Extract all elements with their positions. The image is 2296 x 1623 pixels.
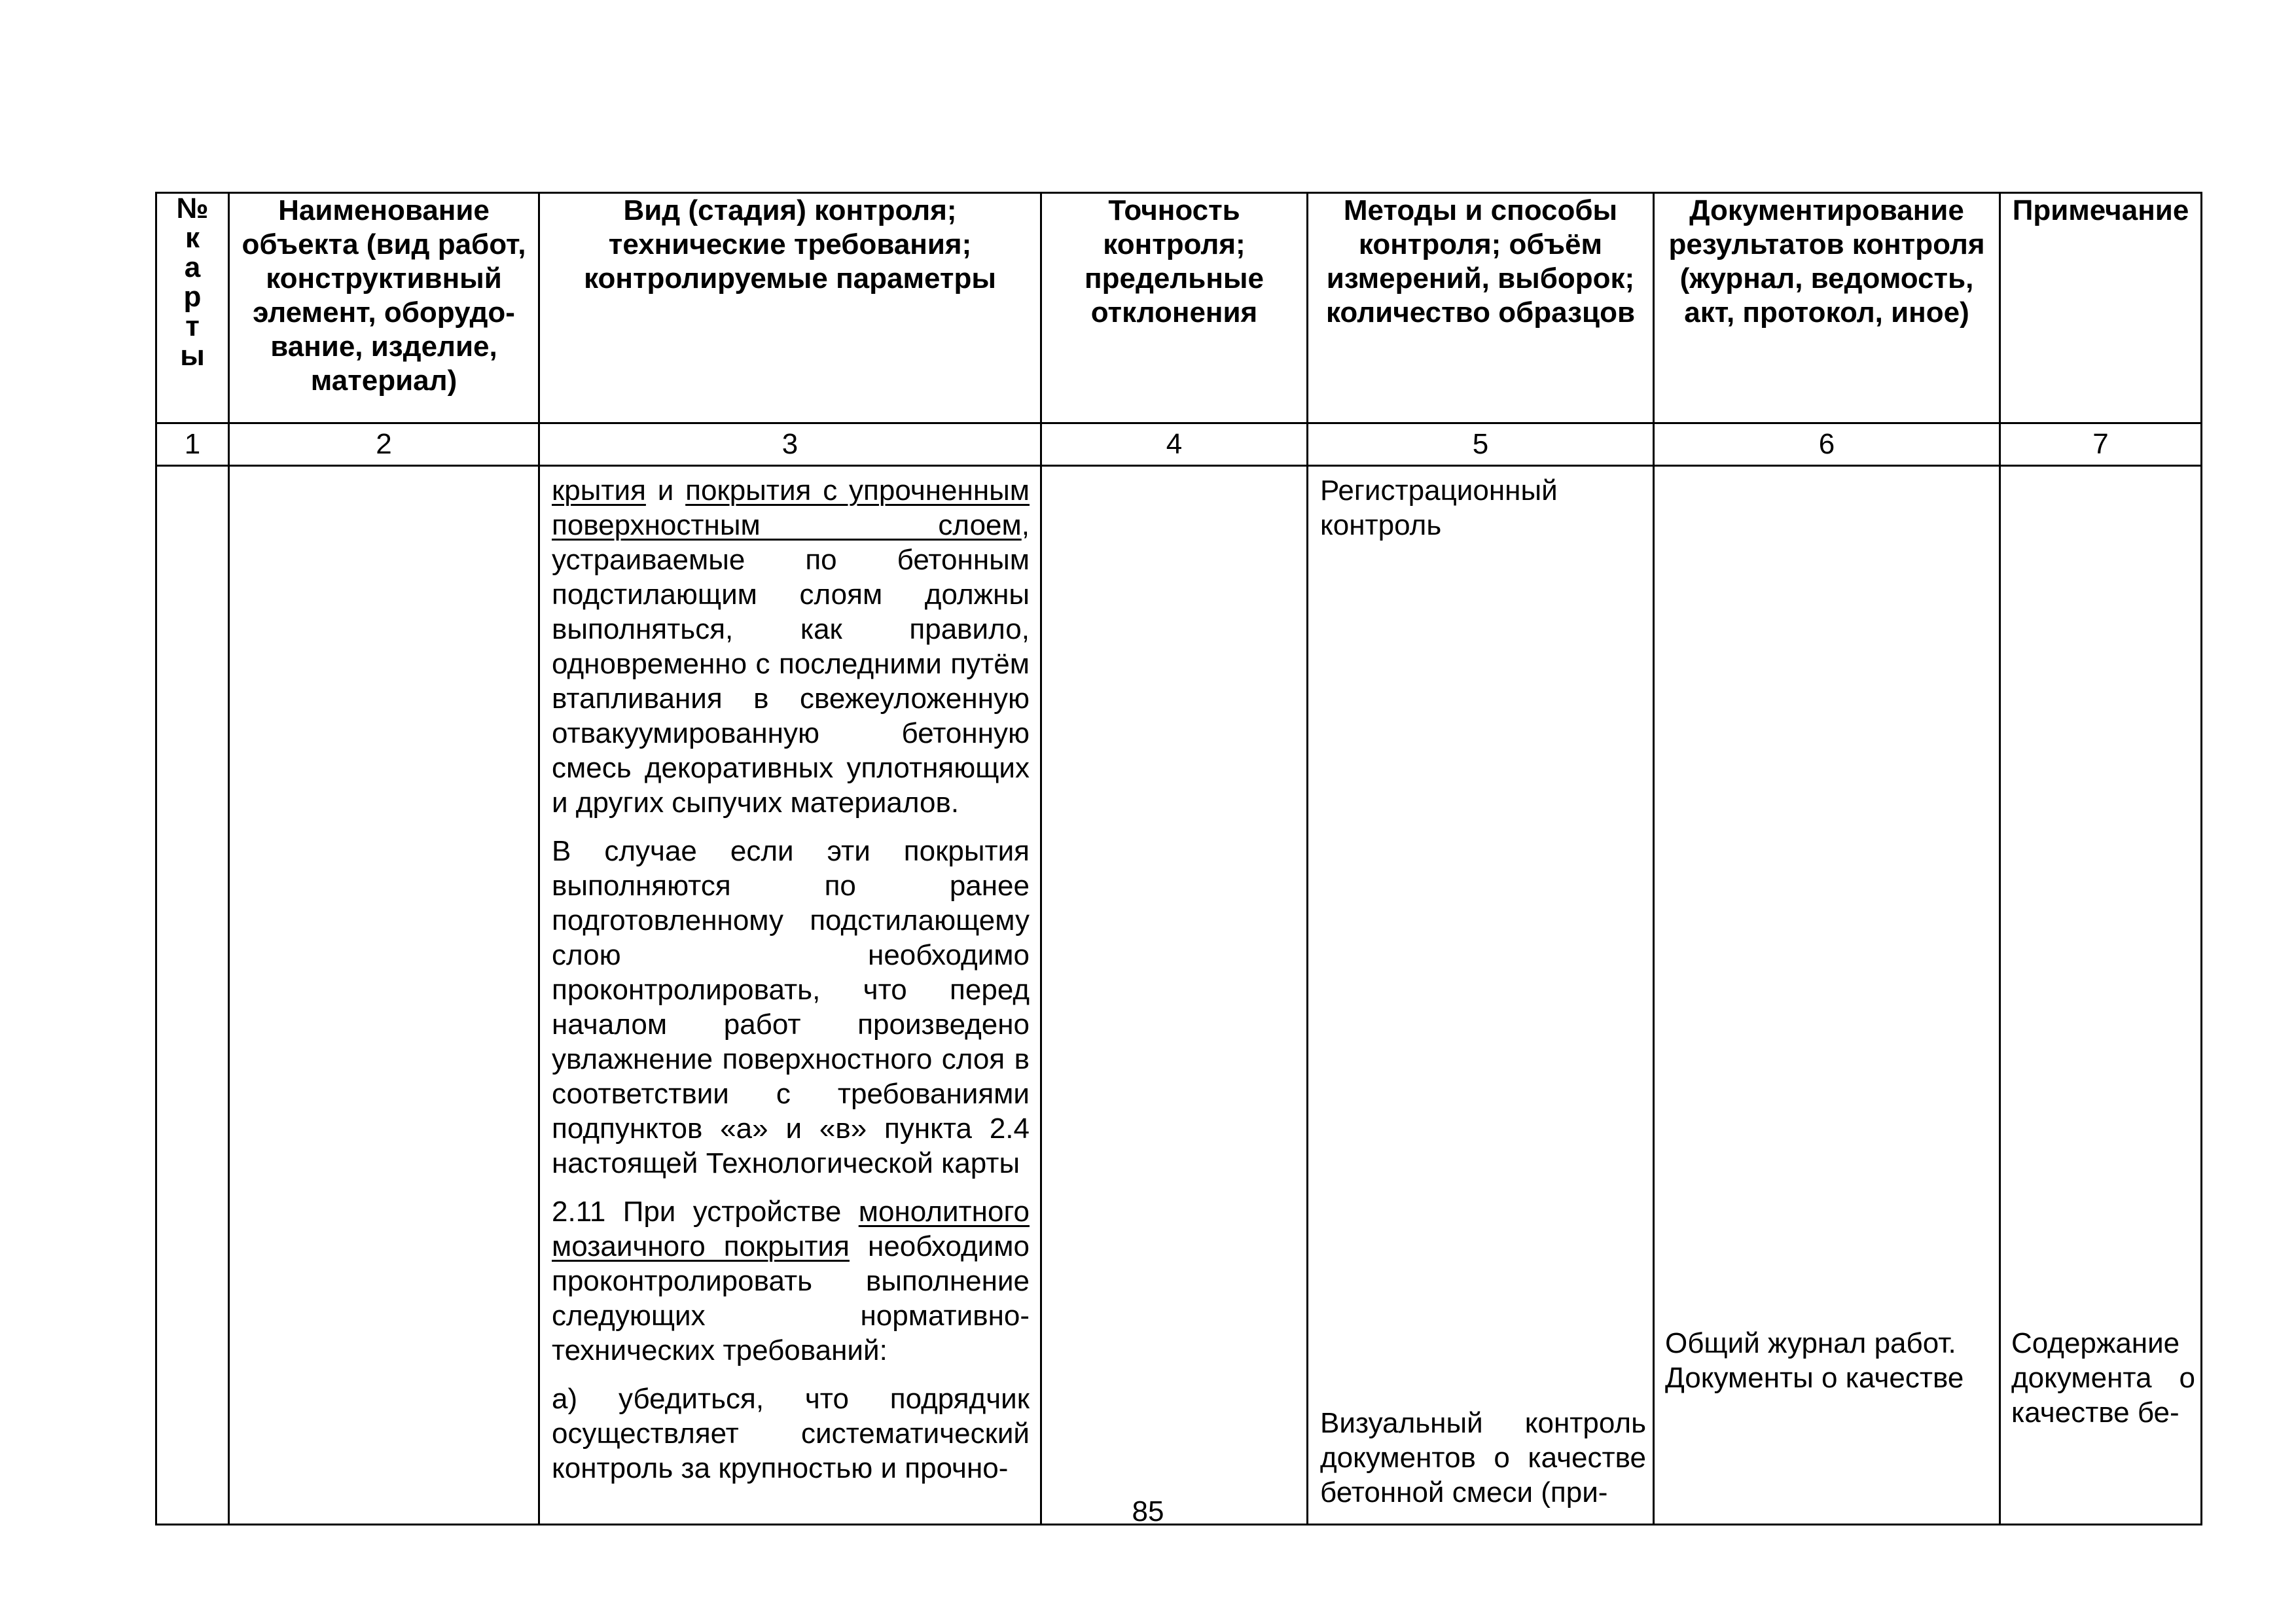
header-object-name: Наименование объекта (вид работ, конструктивный элемент, оборудо-вание, изделие, материал) [229, 193, 539, 423]
documentation-text: Общий журнал работ. [1665, 1327, 1956, 1359]
cell-object-name [229, 466, 539, 1525]
header-accuracy: Точность контроля; предельные отклонения [1041, 193, 1308, 423]
text-span: 2.11 При устройстве [552, 1196, 859, 1228]
header-note: Примечание [2000, 193, 2202, 423]
column-number-row [156, 423, 2202, 466]
method-text: Регистрационный контроль [1320, 474, 1558, 541]
requirement-paragraph [552, 1194, 1030, 1368]
method-text: Визуальный контроль документов о качестве бетонной смеси (при- [1320, 1407, 1646, 1508]
header-card-number [156, 193, 229, 423]
header-methods: Методы и способы контроля; объём измерений, выборок; количество образцов [1308, 193, 1654, 423]
column-number: 6 [1654, 423, 2000, 466]
header-control-type: Вид (стадия) контроля; технические требования; контролируемые параметры [539, 193, 1041, 423]
column-number: 4 [1041, 423, 1308, 466]
underlined-term: монолитного мозаичного покрытия [552, 1196, 1030, 1262]
text-span: необходимо проконтролировать выполнение следующих нормативно-технических требований: [552, 1230, 1030, 1366]
column-number: 5 [1308, 423, 1654, 466]
header-char: к [185, 222, 200, 254]
cell-documentation [1654, 466, 2000, 1525]
header-char: № [176, 192, 209, 224]
underlined-term: покрытия с упрочненным поверхностным слоем [552, 474, 1030, 541]
requirement-paragraph: а) убедиться, что подрядчик осуществляет систематический контроль за крупностью и прочно- [552, 1383, 1030, 1484]
header-char: ы [180, 340, 205, 372]
header-documentation: Документирование результатов контроля (журнал, ведомость, акт, протокол, иное) [1654, 193, 2000, 423]
control-table [155, 192, 2202, 1525]
column-number: 3 [539, 423, 1041, 466]
column-number: 2 [229, 423, 539, 466]
cell-note [2000, 466, 2202, 1525]
column-number: 7 [2000, 423, 2202, 466]
column-number: 1 [156, 423, 229, 466]
cell-methods [1308, 466, 1654, 1525]
requirement-paragraph [552, 473, 1030, 820]
header-row [156, 193, 2202, 423]
cell-accuracy [1041, 466, 1308, 1525]
documentation-text: Документы о качестве [1665, 1362, 1964, 1394]
header-char: а [184, 251, 201, 283]
cell-card-number [156, 466, 229, 1525]
note-text: Содержание документа о качестве бе- [2011, 1327, 2195, 1429]
header-char: т [185, 310, 200, 342]
requirement-paragraph: В случае если эти покрытия выполняются по ранее подготовленному подстилающему слою необходимо проконтролировать, что перед началом работ произведено увлажнение поверхностного слоя в соответствии с требованиями подпунктов «а» и «в» пункта 2.4 настоящей Технологической карты [552, 835, 1030, 1179]
cell-requirements [539, 466, 1041, 1525]
header-char: р [183, 281, 202, 313]
text-span: и [645, 474, 686, 507]
table-row [156, 466, 2202, 1525]
underlined-term: крытия [552, 474, 646, 507]
page-number: 85 [1132, 1495, 1164, 1527]
text-span: , устраиваемые по бетонным подстилающим слоям должны выполняться, как правило, одновременно с последними путём втапливания в свежеуложенную отвакуумированную бетонную смесь декоративных уплотняющих и других сыпучих материалов. [552, 509, 1030, 819]
